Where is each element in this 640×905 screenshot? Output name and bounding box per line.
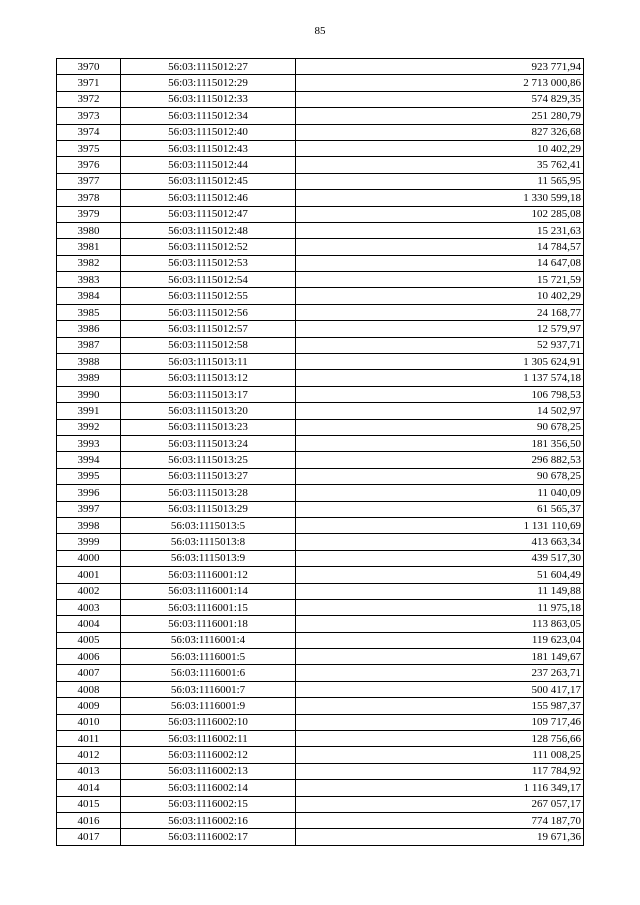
value-cell: 11 149,88 <box>296 583 584 599</box>
cadastral-number-cell: 56:03:1115012:47 <box>121 206 296 222</box>
cadastral-number-cell: 56:03:1115013:9 <box>121 550 296 566</box>
row-number-cell: 3981 <box>57 239 121 255</box>
value-cell: 1 116 349,17 <box>296 780 584 796</box>
value-cell: 11 565,95 <box>296 173 584 189</box>
row-number-cell: 3993 <box>57 435 121 451</box>
value-cell: 35 762,41 <box>296 157 584 173</box>
cadastral-number-cell: 56:03:1115013:5 <box>121 517 296 533</box>
table-row <box>57 501 584 517</box>
cadastral-number-cell: 56:03:1115013:23 <box>121 419 296 435</box>
cadastral-number-cell: 56:03:1116002:16 <box>121 812 296 828</box>
row-number-cell: 3980 <box>57 222 121 238</box>
cadastral-number-cell: 56:03:1115012:44 <box>121 157 296 173</box>
table-row <box>57 354 584 370</box>
table-row <box>57 140 584 156</box>
row-number-cell: 4005 <box>57 632 121 648</box>
cadastral-number-cell: 56:03:1116001:14 <box>121 583 296 599</box>
cadastral-number-cell: 56:03:1115012:54 <box>121 272 296 288</box>
row-number-cell: 3979 <box>57 206 121 222</box>
cadastral-number-cell: 56:03:1115012:52 <box>121 239 296 255</box>
value-cell: 10 402,29 <box>296 140 584 156</box>
cadastral-number-cell: 56:03:1116002:15 <box>121 796 296 812</box>
value-cell: 267 057,17 <box>296 796 584 812</box>
table-row <box>57 829 584 845</box>
row-number-cell: 3975 <box>57 140 121 156</box>
value-cell: 10 402,29 <box>296 288 584 304</box>
cadastral-number-cell: 56:03:1115012:53 <box>121 255 296 271</box>
row-number-cell: 3982 <box>57 255 121 271</box>
value-cell: 113 863,05 <box>296 616 584 632</box>
table-row <box>57 419 584 435</box>
value-cell: 500 417,17 <box>296 681 584 697</box>
row-number-cell: 4007 <box>57 665 121 681</box>
value-cell: 2 713 000,86 <box>296 75 584 91</box>
row-number-cell: 3984 <box>57 288 121 304</box>
cadastral-number-cell: 56:03:1116001:9 <box>121 698 296 714</box>
cadastral-number-cell: 56:03:1115012:45 <box>121 173 296 189</box>
table-row <box>57 517 584 533</box>
value-cell: 12 579,97 <box>296 321 584 337</box>
row-number-cell: 3983 <box>57 272 121 288</box>
row-number-cell: 3985 <box>57 304 121 320</box>
table-row <box>57 763 584 779</box>
cadastral-number-cell: 56:03:1115012:34 <box>121 108 296 124</box>
value-cell: 90 678,25 <box>296 468 584 484</box>
row-number-cell: 4008 <box>57 681 121 697</box>
cadastral-number-cell: 56:03:1116002:13 <box>121 763 296 779</box>
cadastral-number-cell: 56:03:1115012:55 <box>121 288 296 304</box>
table-row <box>57 272 584 288</box>
row-number-cell: 4013 <box>57 763 121 779</box>
row-number-cell: 3987 <box>57 337 121 353</box>
value-cell: 119 623,04 <box>296 632 584 648</box>
table-row <box>57 583 584 599</box>
row-number-cell: 3994 <box>57 452 121 468</box>
table-row <box>57 632 584 648</box>
table-row <box>57 321 584 337</box>
value-cell: 827 326,68 <box>296 124 584 140</box>
cadastral-number-cell: 56:03:1115013:24 <box>121 435 296 451</box>
value-cell: 11 040,09 <box>296 485 584 501</box>
value-cell: 14 647,08 <box>296 255 584 271</box>
cadastral-number-cell: 56:03:1116001:5 <box>121 649 296 665</box>
cadastral-number-cell: 56:03:1116002:11 <box>121 731 296 747</box>
value-cell: 15 231,63 <box>296 222 584 238</box>
row-number-cell: 4002 <box>57 583 121 599</box>
row-number-cell: 3989 <box>57 370 121 386</box>
table-row <box>57 780 584 796</box>
row-number-cell: 4015 <box>57 796 121 812</box>
cadastral-number-cell: 56:03:1115012:56 <box>121 304 296 320</box>
cadastral-number-cell: 56:03:1115013:11 <box>121 354 296 370</box>
value-cell: 61 565,37 <box>296 501 584 517</box>
cadastral-number-cell: 56:03:1115012:27 <box>121 59 296 75</box>
table-row <box>57 452 584 468</box>
cadastral-value-table <box>56 58 584 846</box>
value-cell: 155 987,37 <box>296 698 584 714</box>
table-row <box>57 386 584 402</box>
page-number: 85 <box>314 25 326 37</box>
row-number-cell: 3973 <box>57 108 121 124</box>
row-number-cell: 3972 <box>57 91 121 107</box>
value-cell: 51 604,49 <box>296 567 584 583</box>
value-cell: 251 280,79 <box>296 108 584 124</box>
cadastral-number-cell: 56:03:1116002:10 <box>121 714 296 730</box>
cadastral-number-cell: 56:03:1115013:12 <box>121 370 296 386</box>
row-number-cell: 4014 <box>57 780 121 796</box>
row-number-cell: 3986 <box>57 321 121 337</box>
table-row <box>57 649 584 665</box>
value-cell: 106 798,53 <box>296 386 584 402</box>
value-cell: 296 882,53 <box>296 452 584 468</box>
value-cell: 574 829,35 <box>296 91 584 107</box>
value-cell: 413 663,34 <box>296 534 584 550</box>
row-number-cell: 3996 <box>57 485 121 501</box>
row-number-cell: 3977 <box>57 173 121 189</box>
value-cell: 11 975,18 <box>296 599 584 615</box>
value-cell: 19 671,36 <box>296 829 584 845</box>
table-row <box>57 698 584 714</box>
row-number-cell: 3971 <box>57 75 121 91</box>
row-number-cell: 3988 <box>57 354 121 370</box>
row-number-cell: 3995 <box>57 468 121 484</box>
table-row <box>57 59 584 75</box>
cadastral-number-cell: 56:03:1115013:28 <box>121 485 296 501</box>
row-number-cell: 3992 <box>57 419 121 435</box>
value-cell: 109 717,46 <box>296 714 584 730</box>
value-cell: 24 168,77 <box>296 304 584 320</box>
row-number-cell: 3990 <box>57 386 121 402</box>
table-row <box>57 288 584 304</box>
row-number-cell: 4006 <box>57 649 121 665</box>
cadastral-number-cell: 56:03:1115012:29 <box>121 75 296 91</box>
table-row <box>57 206 584 222</box>
row-number-cell: 3998 <box>57 517 121 533</box>
row-number-cell: 3999 <box>57 534 121 550</box>
value-cell: 128 756,66 <box>296 731 584 747</box>
row-number-cell: 4012 <box>57 747 121 763</box>
row-number-cell: 4016 <box>57 812 121 828</box>
table-row <box>57 714 584 730</box>
cadastral-number-cell: 56:03:1116002:12 <box>121 747 296 763</box>
row-number-cell: 3976 <box>57 157 121 173</box>
cadastral-number-cell: 56:03:1115012:46 <box>121 190 296 206</box>
value-cell: 439 517,30 <box>296 550 584 566</box>
table-row <box>57 681 584 697</box>
table-row <box>57 665 584 681</box>
value-cell: 14 502,97 <box>296 403 584 419</box>
cadastral-number-cell: 56:03:1116001:6 <box>121 665 296 681</box>
cadastral-number-cell: 56:03:1115012:40 <box>121 124 296 140</box>
value-cell: 52 937,71 <box>296 337 584 353</box>
cadastral-number-cell: 56:03:1116001:18 <box>121 616 296 632</box>
table-row <box>57 222 584 238</box>
row-number-cell: 4000 <box>57 550 121 566</box>
table-row <box>57 370 584 386</box>
value-cell: 14 784,57 <box>296 239 584 255</box>
value-cell: 923 771,94 <box>296 59 584 75</box>
row-number-cell: 3970 <box>57 59 121 75</box>
table-row <box>57 485 584 501</box>
table-row <box>57 796 584 812</box>
value-cell: 15 721,59 <box>296 272 584 288</box>
cadastral-number-cell: 56:03:1115013:25 <box>121 452 296 468</box>
table-row <box>57 190 584 206</box>
table-row <box>57 534 584 550</box>
value-cell: 90 678,25 <box>296 419 584 435</box>
table-row <box>57 567 584 583</box>
cadastral-number-cell: 56:03:1115012:48 <box>121 222 296 238</box>
cadastral-number-cell: 56:03:1115013:17 <box>121 386 296 402</box>
value-cell: 117 784,92 <box>296 763 584 779</box>
table-row <box>57 304 584 320</box>
table-row <box>57 468 584 484</box>
value-cell: 181 149,67 <box>296 649 584 665</box>
table-row <box>57 239 584 255</box>
row-number-cell: 4010 <box>57 714 121 730</box>
cadastral-number-cell: 56:03:1116002:14 <box>121 780 296 796</box>
table-body <box>57 59 584 846</box>
row-number-cell: 4011 <box>57 731 121 747</box>
value-cell: 111 008,25 <box>296 747 584 763</box>
table-row <box>57 599 584 615</box>
value-cell: 181 356,50 <box>296 435 584 451</box>
row-number-cell: 4004 <box>57 616 121 632</box>
table-row <box>57 337 584 353</box>
row-number-cell: 3978 <box>57 190 121 206</box>
value-cell: 774 187,70 <box>296 812 584 828</box>
table-row <box>57 403 584 419</box>
value-cell: 1 330 599,18 <box>296 190 584 206</box>
table-row <box>57 435 584 451</box>
table-row <box>57 124 584 140</box>
cadastral-number-cell: 56:03:1115013:8 <box>121 534 296 550</box>
table-row <box>57 75 584 91</box>
row-number-cell: 4017 <box>57 829 121 845</box>
row-number-cell: 4001 <box>57 567 121 583</box>
row-number-cell: 3974 <box>57 124 121 140</box>
cadastral-number-cell: 56:03:1116002:17 <box>121 829 296 845</box>
table-row <box>57 731 584 747</box>
cadastral-number-cell: 56:03:1116001:4 <box>121 632 296 648</box>
table-row <box>57 108 584 124</box>
cadastral-number-cell: 56:03:1115012:58 <box>121 337 296 353</box>
value-cell: 237 263,71 <box>296 665 584 681</box>
row-number-cell: 3997 <box>57 501 121 517</box>
row-number-cell: 4003 <box>57 599 121 615</box>
cadastral-number-cell: 56:03:1115012:43 <box>121 140 296 156</box>
row-number-cell: 3991 <box>57 403 121 419</box>
table-row <box>57 173 584 189</box>
row-number-cell: 4009 <box>57 698 121 714</box>
cadastral-number-cell: 56:03:1116001:15 <box>121 599 296 615</box>
value-cell: 102 285,08 <box>296 206 584 222</box>
table-row <box>57 255 584 271</box>
cadastral-number-cell: 56:03:1115013:27 <box>121 468 296 484</box>
table-row <box>57 550 584 566</box>
table-row <box>57 157 584 173</box>
table-row <box>57 747 584 763</box>
table-row <box>57 91 584 107</box>
cadastral-number-cell: 56:03:1116001:12 <box>121 567 296 583</box>
cadastral-number-cell: 56:03:1115013:29 <box>121 501 296 517</box>
table-row <box>57 812 584 828</box>
value-cell: 1 305 624,91 <box>296 354 584 370</box>
table-row <box>57 616 584 632</box>
value-cell: 1 137 574,18 <box>296 370 584 386</box>
cadastral-number-cell: 56:03:1115013:20 <box>121 403 296 419</box>
cadastral-number-cell: 56:03:1116001:7 <box>121 681 296 697</box>
cadastral-number-cell: 56:03:1115012:33 <box>121 91 296 107</box>
value-cell: 1 131 110,69 <box>296 517 584 533</box>
cadastral-number-cell: 56:03:1115012:57 <box>121 321 296 337</box>
